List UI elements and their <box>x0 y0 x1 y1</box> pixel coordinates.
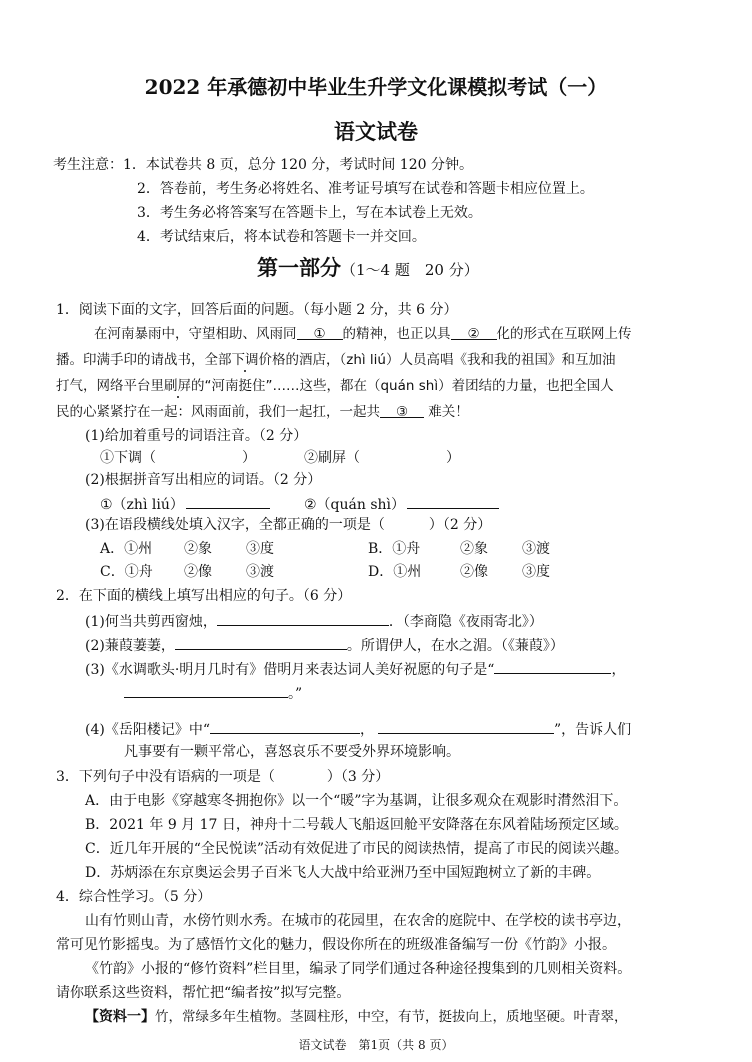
q2-item-3-cont: 。” <box>124 683 302 703</box>
q1-sub2: (2)根据拼音写出相应的词语。（2 分） <box>85 472 322 488</box>
notice-item: 1．本试卷共 8 页，总分 120 分，考试时间 120 分钟。 <box>123 157 473 173</box>
answer-line[interactable] <box>186 494 270 509</box>
answer-line[interactable] <box>175 635 347 650</box>
q2-item-3: (3)《水调歌头·明月几时有》借明月来表达词人美好祝愿的句子是“ ， <box>85 659 625 679</box>
option-d-part: ③度 <box>522 564 550 580</box>
option-b-part: ②象 <box>460 541 488 557</box>
option-c: C．①舟 <box>100 564 153 580</box>
answer-line[interactable] <box>210 719 360 734</box>
emphasized-word: 下调 <box>231 352 259 368</box>
option-d: D．①州 <box>368 564 422 580</box>
section-title: 第一部分 <box>257 255 341 280</box>
option-c-part: ③渡 <box>246 564 274 580</box>
exam-title: 2022 年承德初中毕业生升学文化课模拟考试（一） <box>144 75 608 99</box>
q3-option-c: C．近几年开展的“全民悦读”活动有效促进了市民的阅读热情，提高了市民的阅读兴趣。 <box>85 841 629 857</box>
answer-line[interactable] <box>217 611 389 626</box>
notice-item: 2．答卷前，考生务必将姓名、准考证号填写在试卷和答题卡相应位置上。 <box>137 181 594 197</box>
q4-text-line: 山有竹则山青，水傍竹则水秀。在城市的花园里，在农舍的庭院中、在学校的读书亭边， <box>85 913 631 929</box>
blank-1: ① <box>297 325 343 340</box>
option-d-part: ②像 <box>460 564 488 580</box>
q4-text-line: 请你联系这些资料，帮忙把“编者按”拟写完整。 <box>56 985 351 1001</box>
option-a-part: ②象 <box>184 541 212 557</box>
q1-sub1-a: ①下调（ ） <box>100 450 256 466</box>
q1-passage-line: 民的心紧紧拧在一起：风雨面前，我们一起扛，一起共 ③ 难关！ <box>56 404 469 420</box>
option-c-part: ②像 <box>184 564 212 580</box>
exam-subtitle: 语文试卷 <box>334 119 418 144</box>
q4-material-1: 【资料一】竹，常绿多年生植物。茎圆柱形，中空，有节，挺拔向上，质地坚硬。叶青翠， <box>85 1009 628 1025</box>
q1-sub1-b: ②刷屏（ ） <box>304 450 460 466</box>
notice-item: 4．考试结束后，将本试卷和答题卡一并交回。 <box>137 229 426 245</box>
q1-sub3: (3)在语段横线处填入汉字，全都正确的一项是（ ）（2 分） <box>85 517 492 533</box>
q3-option-b: B．2021 年 9 月 17 日，神舟十二号载人飞船返回舱平安降落在东风着陆场预定区域。 <box>85 817 628 833</box>
q3-option-a: A．由于电影《穿越寒冬拥抱你》以一个“暖”字为基调，让很多观众在观影时潸然泪下。 <box>85 793 628 809</box>
q4-text-line: 《竹韵》小报的“修竹资料”栏目里，编录了同学们通过各种途径搜集到的几则相关资料。 <box>85 961 632 977</box>
section-heading <box>257 255 479 283</box>
q4-stem: 4．综合性学习。（5 分） <box>56 889 212 905</box>
q1-passage-line: 打气，网络平台里刷屏的“河南挺住”……这些，都在（quán shì）着团结的力量，也把全国人 <box>56 378 614 394</box>
option-b: B．①舟 <box>368 541 421 557</box>
page-footer: 语文试卷 第1页（共 8 页） <box>298 1038 454 1052</box>
answer-line[interactable] <box>378 719 554 734</box>
notice-item: 3．考生务必将答案写在答题卡上，写在本试卷上无效。 <box>137 205 482 221</box>
option-b-part: ③渡 <box>522 541 550 557</box>
option-a: A．①州 <box>100 541 153 557</box>
q2-item-4: (4)《岳阳楼记》中“ ， ”，告诉人们 <box>85 719 631 739</box>
q3-option-d: D．苏炳添在东京奥运会男子百米飞人大战中给亚洲乃至中国短跑树立了新的丰碑。 <box>85 865 601 881</box>
q1-passage-line: 在河南暴雨中，守望相助、风雨同 ① 的精神，也正以具 ② 化的形式在互联网上传 <box>94 326 632 342</box>
section-subtitle: （1～4 题 20 分） <box>341 261 479 279</box>
q2-item-4-cont: 凡事要有一颗平常心，喜怒哀乐不要受外界环境影响。 <box>124 744 460 760</box>
option-a-part: ③度 <box>246 541 274 557</box>
q1-sub1: (1)给加着重号的词语注音。（2 分） <box>85 428 308 444</box>
blank-3: ③ <box>380 403 424 418</box>
q3-stem: 3．下列句子中没有语病的一项是（ ）（3 分） <box>56 769 390 785</box>
answer-line[interactable] <box>407 494 499 509</box>
q1-sub2-b: ②（quán shì） <box>304 494 499 514</box>
answer-line[interactable] <box>124 683 288 698</box>
q4-text-line: 常可见竹影摇曳。为了感悟竹文化的魅力，假设你所在的班级准备编写一份《竹韵》小报。 <box>56 937 616 953</box>
q1-stem: 1．阅读下面的文字，回答后面的问题。（每小题 2 分，共 6 分） <box>56 302 458 318</box>
q2-item-2: (2)蒹葭萋萋， 。所谓伊人，在水之湄。（《蒹葭》） <box>85 635 564 655</box>
q1-sub2-a: ①（zhì liú） <box>100 494 270 514</box>
answer-line[interactable] <box>494 659 611 674</box>
emphasized-word: 刷屏 <box>164 378 191 394</box>
q2-item-1: (1)何当共剪西窗烛， ．（李商隐《夜雨寄北》） <box>85 611 543 631</box>
notice-label: 考生注意： <box>53 157 123 173</box>
q2-stem: 2．在下面的横线上填写出相应的句子。（6 分） <box>56 588 352 604</box>
q1-passage-line: 播。印满手印的请战书，全部下调价格的酒店，（zhì liú）人员高唱《我和我的祖国》和互加油 <box>56 352 616 368</box>
blank-2: ② <box>451 325 497 340</box>
